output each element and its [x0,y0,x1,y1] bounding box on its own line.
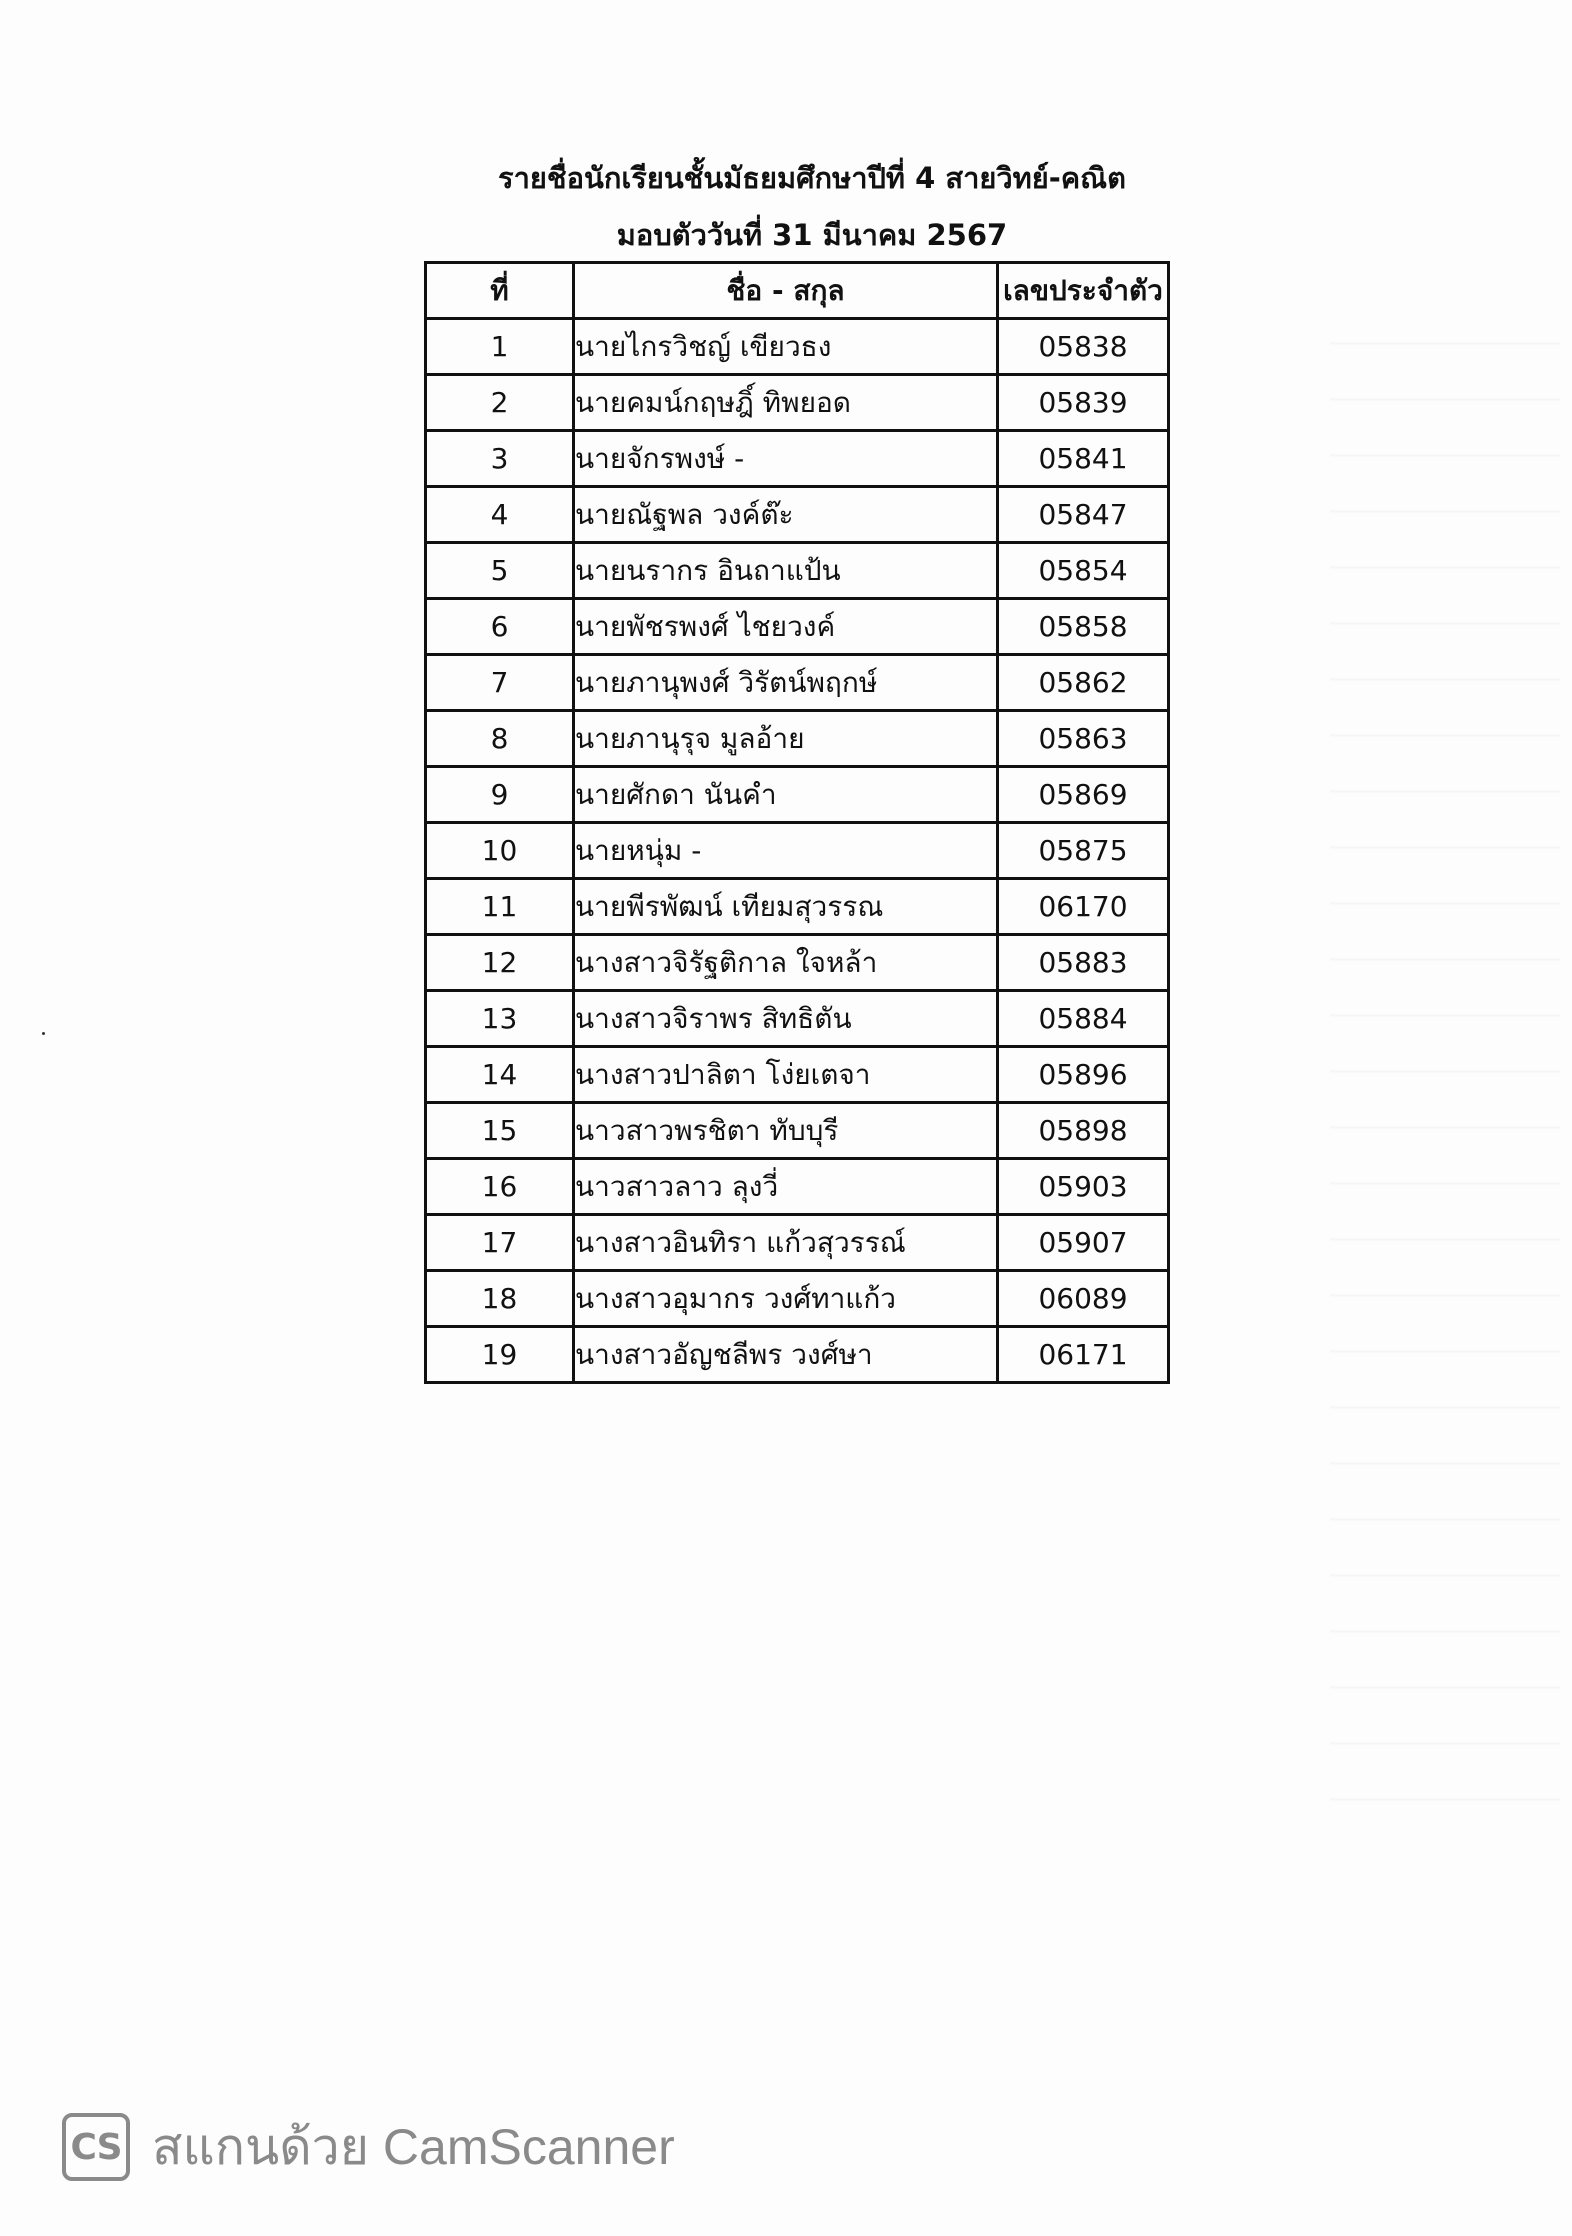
table-row [426,543,1169,599]
table-row [426,935,1169,991]
student-id: 06089 [998,1271,1169,1327]
table-row [426,879,1169,935]
table-row [426,431,1169,487]
student-name: นายพีรพัฒน์ เทียมสุวรรณ [574,879,998,935]
row-number: 6 [426,599,574,655]
student-id: 06170 [998,879,1169,935]
row-number: 2 [426,375,574,431]
student-id: 05863 [998,711,1169,767]
row-number: 5 [426,543,574,599]
student-name: นายนรากร อินถาแป้น [574,543,998,599]
student-id: 05903 [998,1159,1169,1215]
row-number: 8 [426,711,574,767]
header-name: ชื่อ - สกุล [574,263,998,319]
table-header-row [426,263,1169,319]
table-row [426,375,1169,431]
student-id: 05907 [998,1215,1169,1271]
student-name: นางสาวอัญชลีพร วงศ์ษา [574,1327,998,1383]
table-row [426,991,1169,1047]
row-number: 15 [426,1103,574,1159]
student-name: นายไกรวิชญ์ เขียวธง [574,319,998,375]
camscanner-watermark [62,2112,675,2182]
student-id: 05839 [998,375,1169,431]
row-number: 7 [426,655,574,711]
student-name: นายศักดา นันคำ [574,767,998,823]
student-name: นางสาวอุมากร วงศ์ทาแก้ว [574,1271,998,1327]
student-id: 05875 [998,823,1169,879]
table-row [426,1047,1169,1103]
bleed-through-artifact [1330,290,1560,1850]
student-id: 05841 [998,431,1169,487]
table-row [426,655,1169,711]
student-id: 05838 [998,319,1169,375]
student-name: นายณัฐพล วงค์ต๊ะ [574,487,998,543]
student-id: 05883 [998,935,1169,991]
table-row [426,1103,1169,1159]
table-row [426,767,1169,823]
document-title: รายชื่อนักเรียนชั้นมัธยมศึกษาปีที่ 4 สายวิทย์-คณิต [498,161,1126,195]
table-row [426,599,1169,655]
student-id: 05884 [998,991,1169,1047]
row-number: 16 [426,1159,574,1215]
camscanner-logo-icon: CS [62,2113,130,2181]
row-number: 19 [426,1327,574,1383]
table-row [426,1215,1169,1271]
row-number: 11 [426,879,574,935]
table-row [426,319,1169,375]
header-no: ที่ [426,263,574,319]
student-roster-table [424,261,1170,1384]
student-id: 05847 [998,487,1169,543]
student-name: นายภานุพงศ์ วิรัตน์พฤกษ์ [574,655,998,711]
table-row [426,1159,1169,1215]
watermark-text: สแกนด้วย CamScanner [152,2118,675,2175]
student-name: นาวสาวพรชิตา ทับบุรี [574,1103,998,1159]
row-number: 3 [426,431,574,487]
row-number: 17 [426,1215,574,1271]
student-id: 05858 [998,599,1169,655]
student-id: 05896 [998,1047,1169,1103]
student-name: นายคมน์กฤษฎิ์ ทิพยอด [574,375,998,431]
student-name: นายพัชรพงศ์ ไชยวงค์ [574,599,998,655]
student-name: นายหนุ่ม - [574,823,998,879]
table-row [426,1327,1169,1383]
student-id: 05898 [998,1103,1169,1159]
row-number: 12 [426,935,574,991]
table-row [426,1271,1169,1327]
student-id: 06171 [998,1327,1169,1383]
row-number: 18 [426,1271,574,1327]
student-name: นาวสาวลาว ลุงวี่ [574,1159,998,1215]
student-name: นางสาวอินทิรา แก้วสุวรรณ์ [574,1215,998,1271]
table-row [426,823,1169,879]
row-number: 13 [426,991,574,1047]
student-id: 05869 [998,767,1169,823]
document-subtitle: มอบตัววันที่ 31 มีนาคม 2567 [616,218,1008,252]
scan-speck [42,1032,45,1035]
table-row [426,487,1169,543]
student-name: นางสาวปาลิตา โง่ยเตจา [574,1047,998,1103]
student-name: นางสาวจิรัฐติกาล ใจหล้า [574,935,998,991]
header-student-id: เลขประจำตัว [998,263,1169,319]
row-number: 4 [426,487,574,543]
student-name: นายภานุรุจ มูลอ้าย [574,711,998,767]
student-name: นายจักรพงษ์ - [574,431,998,487]
table-row [426,711,1169,767]
row-number: 10 [426,823,574,879]
row-number: 14 [426,1047,574,1103]
student-name: นางสาวจิราพร สิทธิตัน [574,991,998,1047]
student-id: 05854 [998,543,1169,599]
row-number: 9 [426,767,574,823]
student-id: 05862 [998,655,1169,711]
table-body [426,319,1169,1383]
row-number: 1 [426,319,574,375]
